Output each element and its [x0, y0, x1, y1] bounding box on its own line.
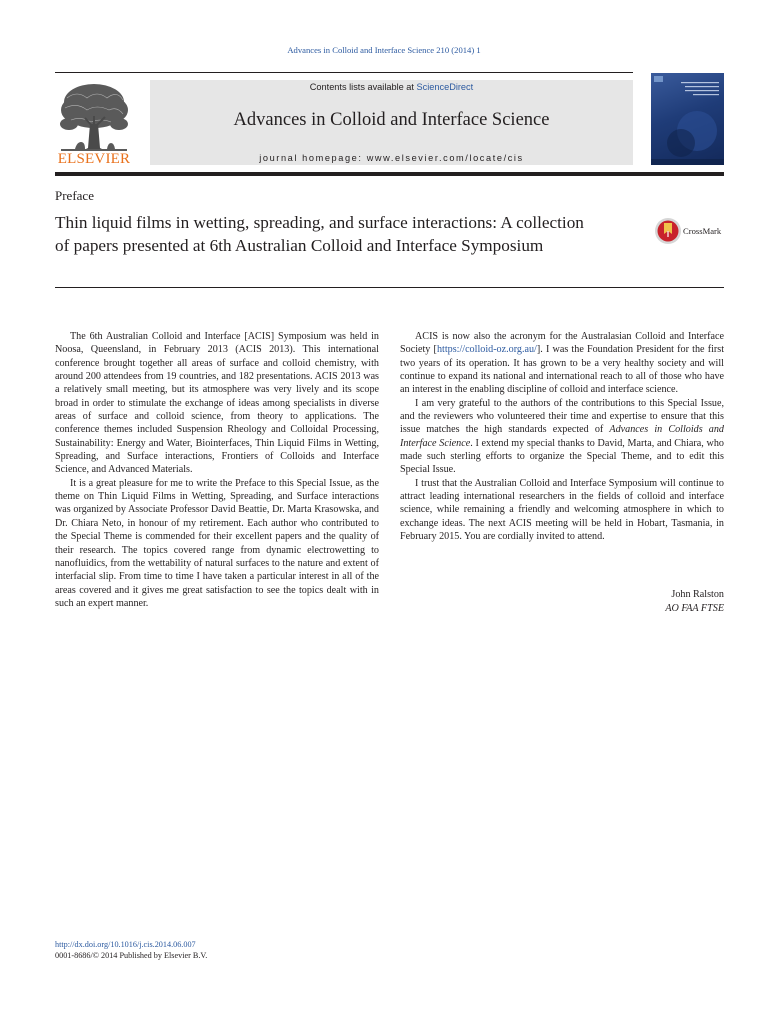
masthead-bottom-rule [55, 172, 724, 176]
cover-art-icon [651, 73, 724, 165]
elsevier-wordmark[interactable]: ELSEVIER [57, 151, 131, 167]
body-column-right [400, 330, 724, 544]
paragraph-4 [400, 397, 724, 477]
sciencedirect-link[interactable]: ScienceDirect [416, 82, 474, 92]
contents-prefix: Contents lists available at [309, 82, 417, 92]
paragraph-1: The 6th Australian Colloid and Interface [ACIS] Symposium was held in Noosa, Queensland, in February 2013 (ACIS 2013). This international conference brought together all areas of surface and colloid chemistry, with around 200 attendees from 19 countries, and 182 presentations. ACIS 2013 was a relatively small meeting, but its atmosphere was very lively and its scope broad in order to stimulate the exchange of ideas among specialists in diverse areas of surface and colloid science, from theory to applications. The conference themes included Suspension Rheology and Colloidal Processing, Sustainability: Energy and Water, Biointerfaces, Thin Liquid Films in Wetting, Spreading, and Surface interactions, Frontiers of Colloids and Interface Science, and Advanced Materials. [55, 331, 379, 476]
masthead-top-rule [55, 72, 633, 73]
title-rule [55, 287, 724, 288]
paragraph-4-end: . I extend my special thanks to David, Marta, and Chiara, who made such sterling efforts to organize the Special Theme, and to edit this Special Issue. [400, 437, 724, 476]
paragraph-3 [400, 330, 724, 397]
acis-society-link[interactable]: https://colloid-oz.org.au/ [436, 344, 537, 356]
journal-masthead [150, 80, 633, 165]
journal-cover-thumbnail[interactable] [651, 73, 724, 165]
running-head[interactable]: Advances in Colloid and Interface Science 210 (2014) 1 [287, 45, 481, 55]
doi-link[interactable]: http://dx.doi.org/10.1016/j.cis.2014.06.007 [55, 940, 196, 949]
crossmark-label[interactable]: CrossMark [683, 226, 722, 236]
paragraph-5: I trust that the Australian Colloid and Interface Symposium will continue to attract leading international researchers in the fields of colloid and interface science, while remaining a friendly and welcoming atmosphere in which to exchange ideas. The next ACIS meeting will be held in Hobart, Tasmania, in February 2015. You are cordially invited to attend. [400, 477, 724, 543]
article-title: Thin liquid films in wetting, spreading, and surface interactions: A collection of papers presented at 6th Australian Colloid and Interface Symposium [55, 213, 584, 255]
article-type: Preface [55, 188, 94, 203]
paragraph-4-start: I am very grateful to the authors of the contributions to this Special Issue, and the reviewers who volunteered their time and expertise to ensure that this issue matches the high standards expected of [400, 397, 724, 436]
author-credentials: AO FAA FTSE [665, 603, 724, 614]
paragraph-3-end: ]. I was the Foundation President for the first two years of its operation. It has grown to be a very healthy society and will continue to expand its national and international reach to all of those who have an interest in the enabling discipline of colloid and interface science. [400, 344, 725, 396]
contents-lists-line [150, 82, 633, 92]
signature-block [560, 588, 724, 616]
footer [55, 939, 207, 961]
author-name: John Ralston [671, 589, 724, 600]
journal-homepage[interactable]: journal homepage: www.elsevier.com/locate/cis [259, 153, 524, 163]
paragraph-2: It is a great pleasure for me to write the Preface to this Special Issue, as the theme on Thin Liquid Films in Wetting, Spreading, and Surface interactions was organized by Associate Professor David Beattie, Dr. Marta Krasowska, and Dr. Chiara Neto, in honour of my retirement. Each author who contributed to the Special Theme is commended for their excellent papers and the quality of their research. The topics covered range from dynamic electrowetting to nanofluidics, from the wettability of natural surfaces to the nature and extent of interfacial slip. From time to time I have taken a particular interest in all of the areas covered and it gives me great satisfaction to see the topics dealt with in such an expert manner. [55, 477, 379, 609]
body-column-left [55, 330, 379, 610]
journal-name-italic: Advances in Colloids and Interface Science [400, 424, 724, 449]
paragraph-3-start: ACIS is now also the acronym for the Australasian Colloid and Interface Society [ [400, 331, 724, 356]
journal-title: Advances in Colloid and Interface Science [233, 110, 550, 130]
copyright-line: 0001-8686/© 2014 Published by Elsevier B.V. [55, 951, 208, 960]
